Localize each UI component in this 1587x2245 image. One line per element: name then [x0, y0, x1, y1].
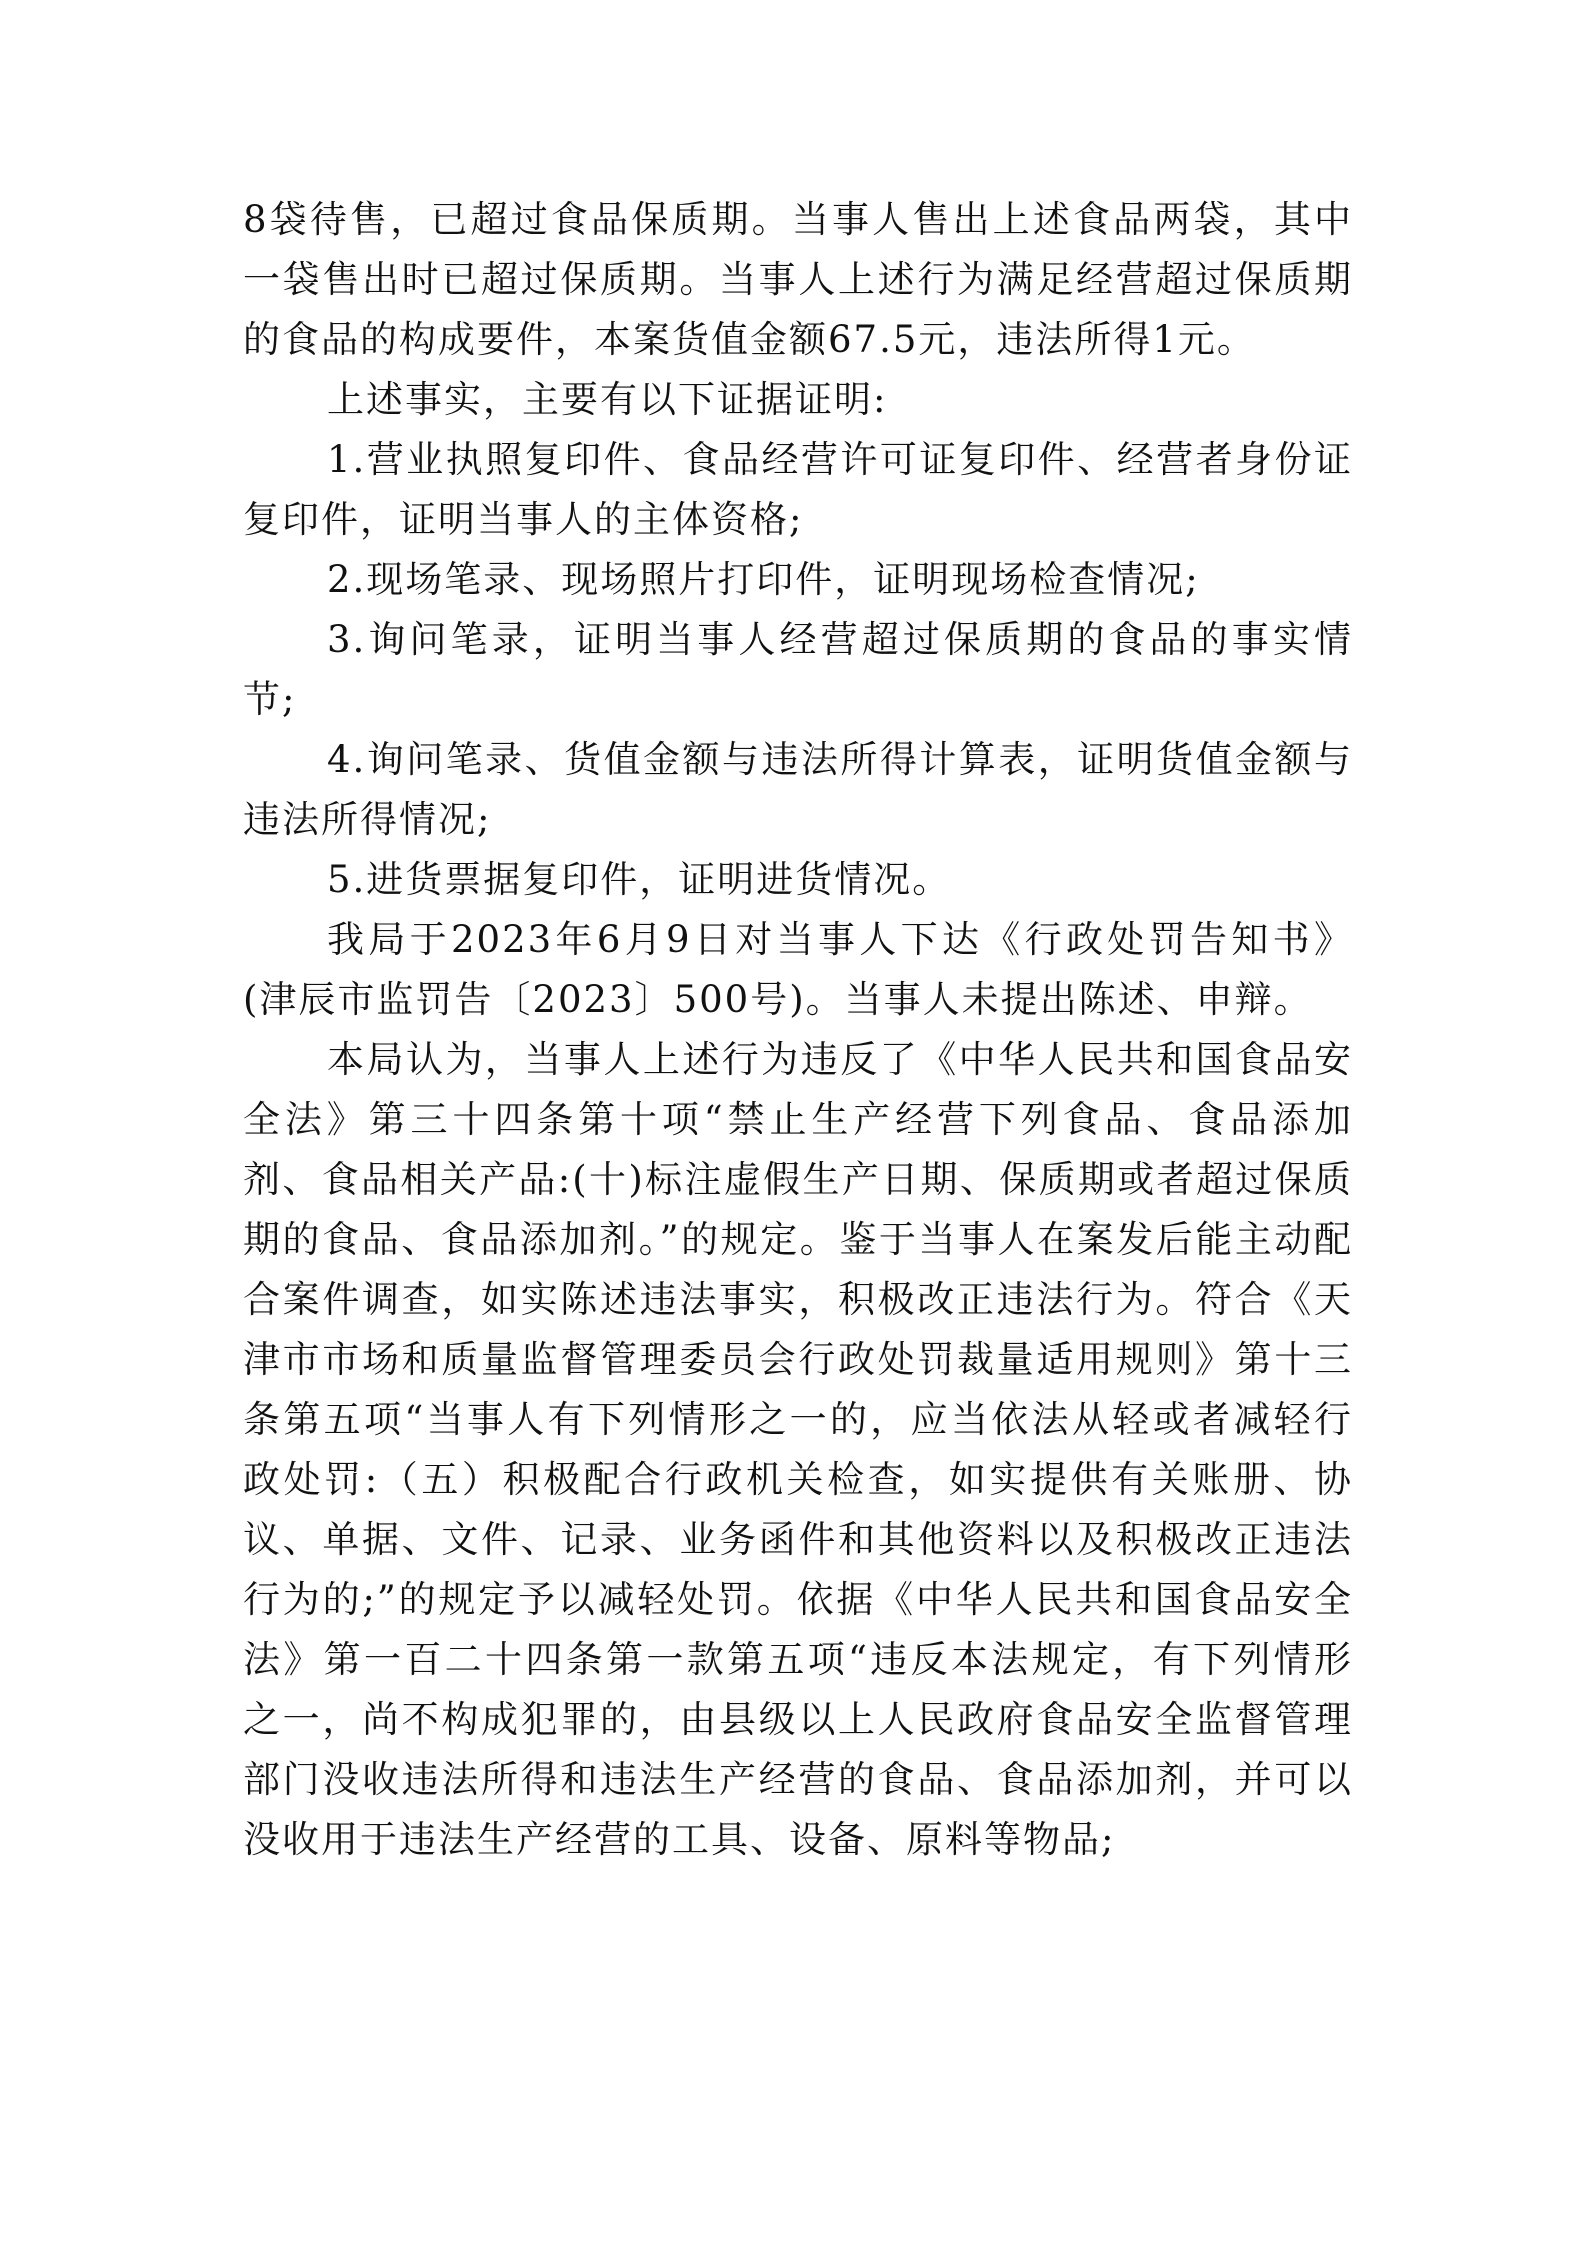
- paragraph-facts-continued: 8袋待售，已超过食品保质期。当事人售出上述食品两袋，其中一袋售出时已超过保质期。当事人上述行为满足经营超过保质期的食品的构成要件，本案货值金额67.5元，违法所得1元。: [243, 198, 1353, 361]
- paragraph-evidence-3: 3.询问笔录，证明当事人经营超过保质期的食品的事实情节;: [243, 618, 1353, 721]
- paragraph-evidence-2: 2.现场笔录、现场照片打印件，证明现场检查情况;: [327, 558, 1200, 601]
- paragraph-evidence-1: 1.营业执照复印件、食品经营许可证复印件、经营者身份证复印件，证明当事人的主体资格;: [243, 438, 1353, 541]
- document-body: [243, 190, 1353, 1870]
- paragraph-evidence-4: 4.询问笔录、货值金额与违法所得计算表，证明货值金额与违法所得情况;: [243, 738, 1353, 841]
- paragraph-notice: 我局于2023年6月9日对当事人下达《行政处罚告知书》(津辰市监罚告〔2023〕500号)。当事人未提出陈述、申辩。: [243, 918, 1353, 1021]
- paragraph-evidence-5: 5.进货票据复印件，证明进货情况。: [327, 858, 952, 901]
- paragraph-ruling: 本局认为，当事人上述行为违反了《中华人民共和国食品安全法》第三十四条第十项“禁止生产经营下列食品、食品添加剂、食品相关产品:(十)标注虚假生产日期、保质期或者超过保质期的食品、食品添加剂。”的规定。鉴于当事人在案发后能主动配合案件调查，如实陈述违法事实，积极改正违法行为。符合《天津市市场和质量监督管理委员会行政处罚裁量适用规则》第十三条第五项“当事人有下列情形之一的，应当依法从轻或者减轻行政处罚:（五）积极配合行政机关检查，如实提供有关账册、协议、单据、文件、记录、业务函件和其他资料以及积极改正违法行为的;”的规定予以减轻处罚。依据《中华人民共和国食品安全法》第一百二十四条第一款第五项“违反本法规定，有下列情形之一，尚不构成犯罪的，由县级以上人民政府食品安全监督管理部门没收违法所得和违法生产经营的食品、食品添加剂，并可以没收用于违法生产经营的工具、设备、原料等物品;: [243, 1038, 1353, 1861]
- paragraph-evidence-intro: 上述事实，主要有以下证据证明:: [327, 378, 888, 421]
